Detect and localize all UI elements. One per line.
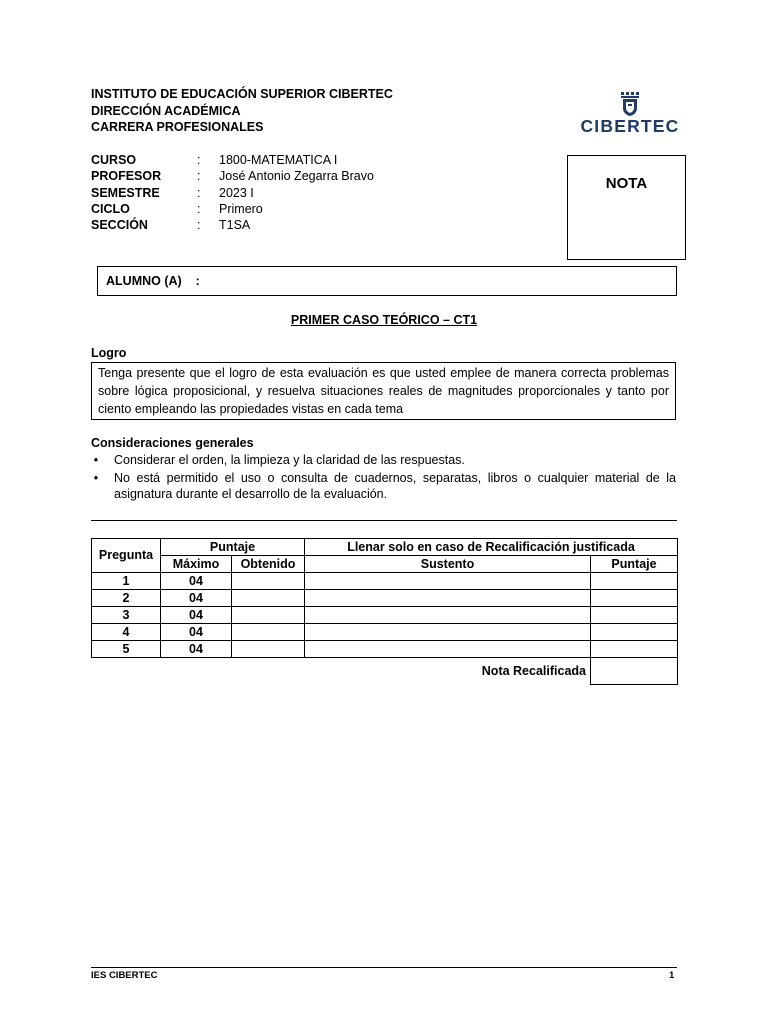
nota-recalificada-field[interactable] [591, 658, 678, 685]
alumno-label: ALUMNO (A) : [106, 274, 200, 288]
info-key: CURSO [91, 153, 137, 167]
cell-pregunta: 1 [92, 573, 161, 590]
list-item [91, 452, 676, 469]
info-value: Primero [219, 201, 263, 216]
nota-recalificada-row [92, 658, 678, 685]
bullet-icon: • [93, 453, 99, 467]
info-value: T1SA [219, 218, 251, 233]
logro-title: Logro [91, 346, 127, 360]
career-name: CARRERA PROFESIONALES [91, 120, 264, 134]
cibertec-logo [580, 92, 680, 138]
cell-puntaje[interactable] [591, 573, 678, 590]
info-colon: : [197, 169, 201, 184]
nota-recalificada-label: Nota Recalificada [481, 663, 586, 678]
bullet-icon: • [93, 470, 99, 485]
table-subheader-row [92, 556, 678, 573]
castle-icon [618, 92, 642, 116]
logro-box: Tenga presente que el logro de esta evaluación es que usted emplee de manera correcta problemas sobre lógica proposicional, y resuelva situaciones reales de magnitudes proporcionales y tanto por ciento empleando las propiedades vistas en cada tema [91, 362, 676, 420]
cell-pregunta: 3 [92, 607, 161, 624]
list-item-text: Considerar el orden, la limpieza y la claridad de las respuestas. [114, 453, 465, 467]
cell-maximo: 04 [161, 641, 232, 658]
header-puntaje-recal: Puntaje [591, 556, 678, 573]
cell-sustento[interactable] [305, 641, 591, 658]
page-number: 1 [669, 970, 675, 981]
footer-divider [91, 967, 677, 968]
exam-title: PRIMER CASO TEÓRICO – CT1 [290, 313, 478, 327]
list-item [91, 470, 676, 503]
consideraciones-list [91, 452, 676, 504]
cell-obtenido[interactable] [232, 590, 305, 607]
table-header-row [92, 539, 678, 556]
table-row [92, 607, 678, 624]
institution-header [91, 86, 393, 136]
nota-label: NOTA [605, 175, 648, 192]
footer-institution: IES CIBERTEC [91, 970, 158, 981]
table-row [92, 573, 678, 590]
table-row [92, 590, 678, 607]
table-row [92, 641, 678, 658]
header-maximo: Máximo [161, 556, 232, 573]
cell-puntaje[interactable] [591, 590, 678, 607]
info-value: José Antonio Zegarra Bravo [219, 169, 374, 184]
cell-sustento[interactable] [305, 624, 591, 641]
logo-text: CIBERTEC [580, 116, 680, 136]
info-key: SEMESTRE [91, 185, 160, 200]
info-value: 2023 I [219, 185, 254, 200]
academic-direction: DIRECCIÓN ACADÉMICA [91, 103, 241, 118]
cell-pregunta: 4 [92, 624, 161, 641]
cell-maximo: 04 [161, 590, 232, 607]
cell-maximo: 04 [161, 607, 232, 624]
cell-pregunta: 5 [92, 641, 161, 658]
cell-obtenido[interactable] [232, 641, 305, 658]
cell-sustento[interactable] [305, 607, 591, 624]
header-puntaje: Puntaje [161, 539, 305, 556]
cell-obtenido[interactable] [232, 607, 305, 624]
info-colon: : [197, 185, 201, 200]
cell-obtenido[interactable] [232, 624, 305, 641]
institution-name: INSTITUTO DE EDUCACIÓN SUPERIOR CIBERTEC [91, 87, 393, 101]
cell-sustento[interactable] [305, 573, 591, 590]
alumno-field[interactable] [97, 266, 677, 296]
header-sustento: Sustento [305, 556, 591, 573]
consideraciones-title: Consideraciones generales [91, 436, 254, 450]
cell-puntaje[interactable] [591, 641, 678, 658]
nota-box[interactable] [567, 155, 686, 260]
header-pregunta: Pregunta [92, 539, 161, 573]
cell-pregunta: 2 [92, 590, 161, 607]
info-key: PROFESOR [91, 169, 162, 184]
cell-maximo: 04 [161, 573, 232, 590]
cell-puntaje[interactable] [591, 624, 678, 641]
cell-puntaje[interactable] [591, 607, 678, 624]
info-key: SECCIÓN [91, 218, 148, 233]
table-row [92, 624, 678, 641]
info-key: CICLO [91, 201, 130, 216]
cell-sustento[interactable] [305, 590, 591, 607]
list-item-text: No está permitido el uso o consulta de cuadernos, separatas, libros o cualquier material de la asignatura durante el desarrollo de la evaluación. [114, 470, 676, 501]
info-colon: : [197, 153, 201, 167]
info-colon: : [197, 201, 201, 216]
info-value: 1800-MATEMATICA I [219, 153, 338, 167]
score-table [91, 538, 678, 685]
cell-maximo: 04 [161, 624, 232, 641]
divider [91, 520, 677, 521]
cell-obtenido[interactable] [232, 573, 305, 590]
header-obtenido: Obtenido [232, 556, 305, 573]
header-recalificacion: Llenar solo en caso de Recalificación justificada [305, 539, 678, 556]
info-colon: : [197, 218, 201, 233]
